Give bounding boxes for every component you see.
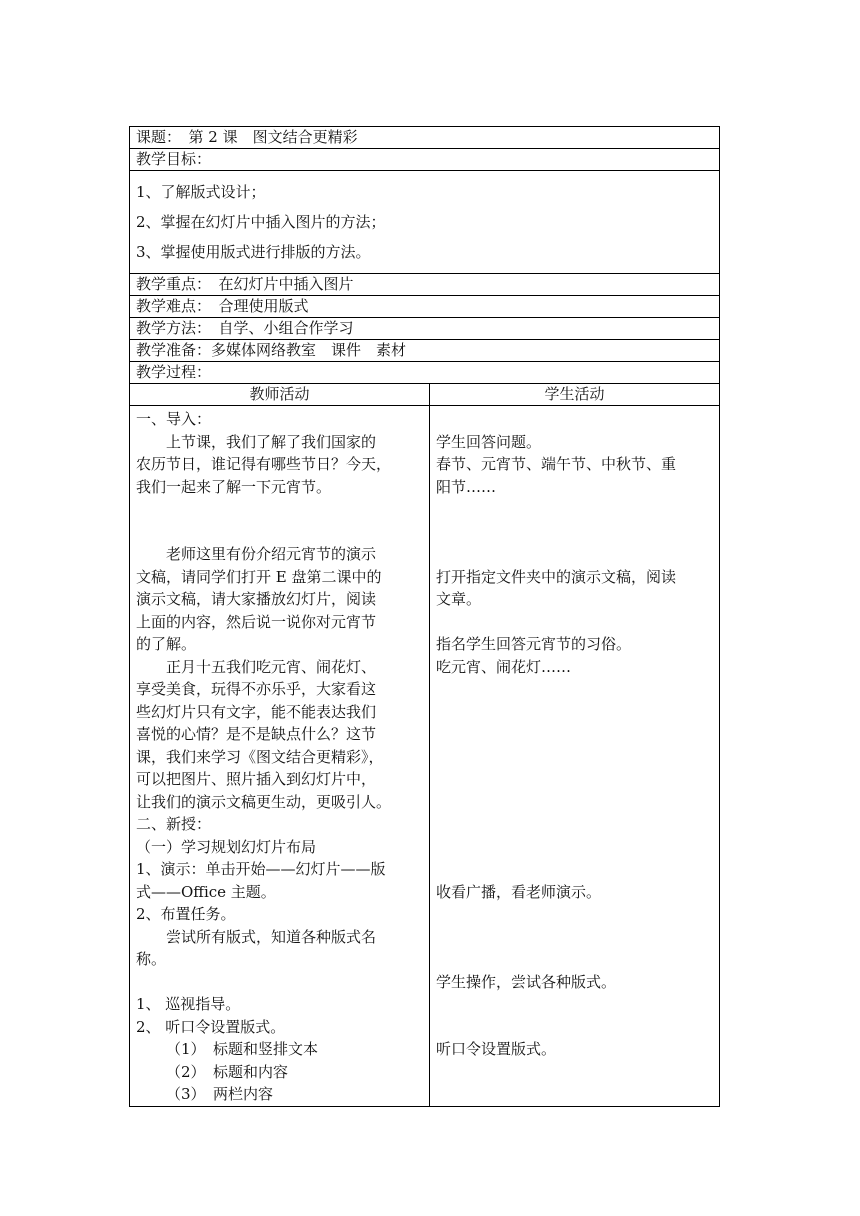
- student-line: 学生操作，尝试各种版式。: [436, 972, 617, 991]
- teacher-line: 一、导入：: [136, 410, 212, 428]
- goals-label: 教学目标：: [130, 149, 720, 171]
- teacher-column-header: 教师活动: [130, 384, 430, 406]
- student-line: 文章。: [436, 590, 482, 608]
- teacher-line: （3） 两栏内容: [166, 1085, 274, 1103]
- student-line: 收看广播，看老师演示。: [436, 882, 602, 901]
- teacher-line: 农历节日，谁记得有哪些节日？今天，: [136, 455, 392, 473]
- teacher-line: 的了解。: [136, 635, 197, 653]
- lesson-plan-table: [129, 126, 720, 1107]
- goal-item: 2、掌握在幻灯片中插入图片的方法；: [136, 213, 386, 231]
- teacher-line: （2） 标题和内容: [166, 1062, 289, 1081]
- goal-item: 1、了解版式设计；: [136, 183, 266, 201]
- teacher-line: 1、演示：单击开始——幻灯片——版: [136, 860, 386, 878]
- teacher-line: 二、新授：: [136, 815, 212, 833]
- process-label: 教学过程：: [130, 362, 720, 384]
- difficulty-row: 教学难点： 合理使用版式: [130, 296, 720, 318]
- teacher-line: 上节课，我们了解了我们国家的: [166, 432, 377, 451]
- teacher-line: 1、 巡视指导。: [136, 995, 241, 1013]
- teacher-line: （1） 标题和竖排文本: [166, 1040, 319, 1058]
- teacher-line: 2、布置任务。: [136, 905, 236, 923]
- topic-row: 课题： 第 2 课 图文结合更精彩: [130, 127, 720, 149]
- teacher-line: 演示文稿，请大家播放幻灯片，阅读: [136, 590, 377, 608]
- teacher-line: 上面的内容，然后说一说你对元宵节: [136, 612, 377, 631]
- teacher-line: 正月十五我们吃元宵、闹花灯、: [166, 657, 377, 676]
- teacher-line: 可以把图片、照片插入到幻灯片中，: [136, 770, 377, 788]
- student-line: 学生回答问题。: [436, 432, 542, 451]
- teacher-line: 些幻灯片只有文字，能不能表达我们: [136, 702, 377, 721]
- student-line: 指名学生回答元宵节的习俗。: [436, 635, 632, 653]
- key-point-row: 教学重点： 在幻灯片中插入图片: [130, 274, 720, 296]
- teacher-line: 2、 听口令设置版式。: [136, 1017, 286, 1036]
- student-column-header: 学生活动: [430, 384, 720, 406]
- teacher-activity-cell: [130, 406, 430, 1107]
- student-activity-cell: [430, 406, 720, 1107]
- student-line: 听口令设置版式。: [436, 1040, 557, 1058]
- teacher-line: 文稿，请同学们打开 E 盘第二课中的: [136, 567, 382, 586]
- student-line: 春节、元宵节、端午节、中秋节、重: [436, 455, 677, 473]
- teacher-line: 老师这里有份介绍元宵节的演示: [166, 545, 377, 563]
- student-line: 阳节……: [436, 477, 497, 496]
- lesson-plan-document: [129, 126, 720, 1107]
- teacher-line: 我们一起来了解一下元宵节。: [136, 477, 332, 496]
- goal-item: 3、掌握使用版式进行排版的方法。: [136, 243, 371, 261]
- teacher-line: 喜悦的心情？是不是缺点什么？这节: [136, 725, 377, 743]
- preparation-row: 教学准备：多媒体网络教室 课件 素材: [130, 340, 720, 362]
- method-row: 教学方法： 自学、小组合作学习: [130, 318, 720, 340]
- teacher-line: 称。: [136, 950, 167, 968]
- teacher-line: （一）学习规划幻灯片布局: [136, 837, 317, 856]
- teacher-line: 式——Office 主题。: [136, 882, 276, 901]
- student-line: 吃元宵、闹花灯……: [436, 657, 572, 676]
- teacher-line: 让我们的演示文稿更生动，更吸引人。: [136, 792, 392, 811]
- teacher-line: 享受美食，玩得不亦乐乎，大家看这: [136, 680, 377, 698]
- goals-list: [130, 171, 720, 274]
- teacher-line: 尝试所有版式，知道各种版式名: [166, 927, 377, 946]
- student-line: 打开指定文件夹中的演示文稿，阅读: [436, 567, 677, 586]
- teacher-line: 课，我们来学习《图文结合更精彩》，: [136, 747, 384, 766]
